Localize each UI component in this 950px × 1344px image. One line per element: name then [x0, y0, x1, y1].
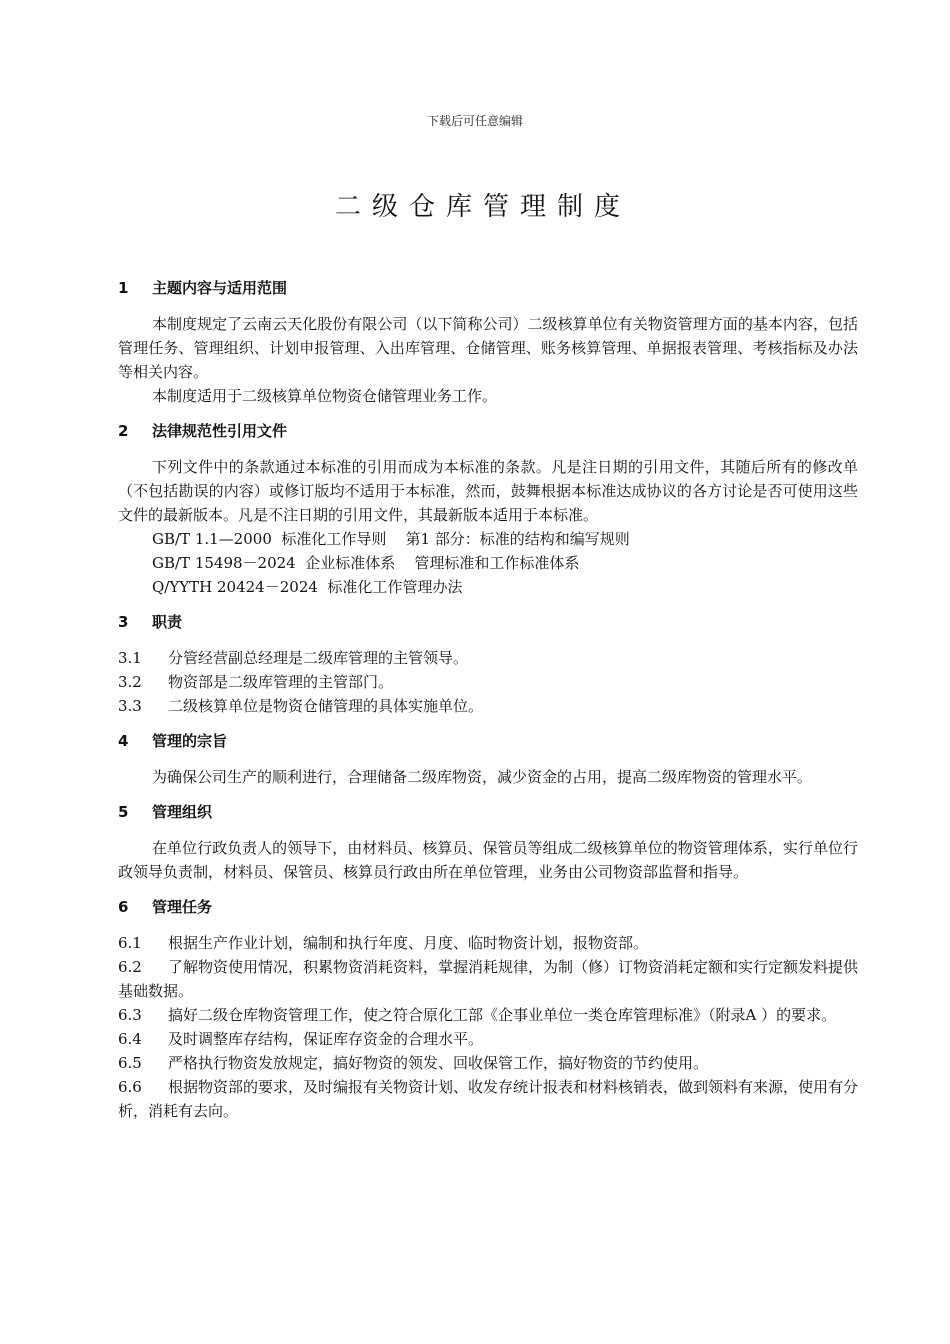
- section-number: 4: [118, 732, 129, 750]
- item-text: 严格执行物资发放规定，搞好物资的领发、回收保管工作，搞好物资的节约使用。: [168, 1054, 709, 1072]
- list-item: [118, 1003, 858, 1027]
- item-text: 物资部是二级库管理的主管部门。: [168, 673, 394, 691]
- reference-entry: Q/YYTH 20424－2024 标准化工作管理办法: [152, 578, 463, 596]
- section-title: 管理组织: [152, 803, 213, 821]
- item-text: 及时调整库存结构，保证库存资金的合理水平。: [168, 1030, 484, 1048]
- reference-entry: GB/T 15498－2024 企业标准体系 管理标准和工作标准体系: [152, 554, 580, 572]
- section-6: [118, 896, 858, 1123]
- list-item: [118, 646, 858, 670]
- section-number: 2: [118, 422, 129, 440]
- section-5: [118, 801, 858, 884]
- item-text: 根据物资部的要求，及时编报有关物资计划、收发存统计报表和材料核销表，做到领料有来源，使用有分析，消耗有去向。: [118, 1078, 859, 1120]
- reference-entry: GB/T 1.1—2000 标准化工作导则 第1 部分：标准的结构和编写规则: [152, 530, 630, 548]
- section-title: 管理的宗旨: [152, 732, 228, 750]
- item-text: 二级核算单位是物资仓储管理的具体实施单位。: [168, 697, 484, 715]
- paragraph: 为确保公司生产的顺利进行，合理储备二级库物资，减少资金的占用，提高二级库物资的管理水平。: [152, 768, 813, 786]
- item-text: 分管经营副总经理是二级库管理的主管领导。: [168, 649, 469, 667]
- section-title: 管理任务: [152, 898, 213, 916]
- item-number: 6.6: [118, 1078, 142, 1096]
- list-item: [118, 694, 858, 718]
- paragraph: 下列文件中的条款通过本标准的引用而成为本标准的条款。凡是注日期的引用文件，其随后所有的修改单（不包括勘误的内容）或修订版均不适用于本标准，然而，鼓舞根据本标准达成协议的各方讨论是否可使用这些文件的最新版本。凡是不注日期的引用文件，其最新版本适用于本标准。: [118, 458, 858, 524]
- section-heading: [118, 896, 858, 918]
- paragraph: 本制度规定了云南云天化股份有限公司（以下简称公司）二级核算单位有关物资管理方面的基本内容，包括管理任务、管理组织、计划申报管理、入出库管理、仓储管理、账务核算管理、单据报表管理、考核指标及办法等相关内容。: [118, 315, 858, 381]
- section-2: [118, 420, 858, 599]
- section-1: [118, 277, 858, 408]
- list-item: [118, 1027, 858, 1051]
- section-number: 3: [118, 613, 129, 631]
- section-title: 职责: [152, 613, 183, 631]
- section-heading: [118, 611, 858, 633]
- list-item: [118, 1051, 858, 1075]
- item-number: 6.3: [118, 1006, 142, 1024]
- section-3: [118, 611, 858, 718]
- item-number: 6.4: [118, 1030, 142, 1048]
- item-number: 3.1: [118, 649, 142, 667]
- section-number: 1: [118, 279, 129, 297]
- list-item: [118, 955, 858, 1003]
- list-item: [118, 1075, 858, 1123]
- section-number: 6: [118, 898, 129, 916]
- item-number: 6.1: [118, 934, 142, 952]
- list-item: [118, 670, 858, 694]
- section-title: 主题内容与适用范围: [152, 279, 288, 297]
- section-heading: [118, 277, 858, 299]
- document-body: [118, 277, 858, 1135]
- section-number: 5: [118, 803, 129, 821]
- paragraph: 在单位行政负责人的领导下，由材料员、核算员、保管员等组成二级核算单位的物资管理体系，实行单位行政领导负责制，材料员、保管员、核算员行政由所在单位管理，业务由公司物资部监督和指导。: [118, 839, 858, 881]
- header-note: 下载后可任意编辑: [426, 114, 523, 128]
- section-heading: [118, 420, 858, 442]
- item-number: 6.2: [118, 958, 142, 976]
- item-number: 3.2: [118, 673, 142, 691]
- list-item: [118, 931, 858, 955]
- item-number: 3.3: [118, 697, 142, 715]
- item-text: 搞好二级仓库物资管理工作，使之符合原化工部《企事业单位一类仓库管理标准》（附录A ）的要求。: [168, 1006, 837, 1024]
- section-title: 法律规范性引用文件: [152, 422, 288, 440]
- document-title: 二级仓库管理制度: [334, 192, 631, 222]
- item-text: 根据生产作业计划，编制和执行年度、月度、临时物资计划，报物资部。: [168, 934, 649, 952]
- section-4: [118, 730, 858, 789]
- section-heading: [118, 801, 858, 823]
- paragraph: 本制度适用于二级核算单位物资仓储管理业务工作。: [152, 387, 498, 405]
- item-number: 6.5: [118, 1054, 142, 1072]
- section-heading: [118, 730, 858, 752]
- item-text: 了解物资使用情况，积累物资消耗资料，掌握消耗规律，为制（修）订物资消耗定额和实行定额发料提供基础数据。: [118, 958, 859, 1000]
